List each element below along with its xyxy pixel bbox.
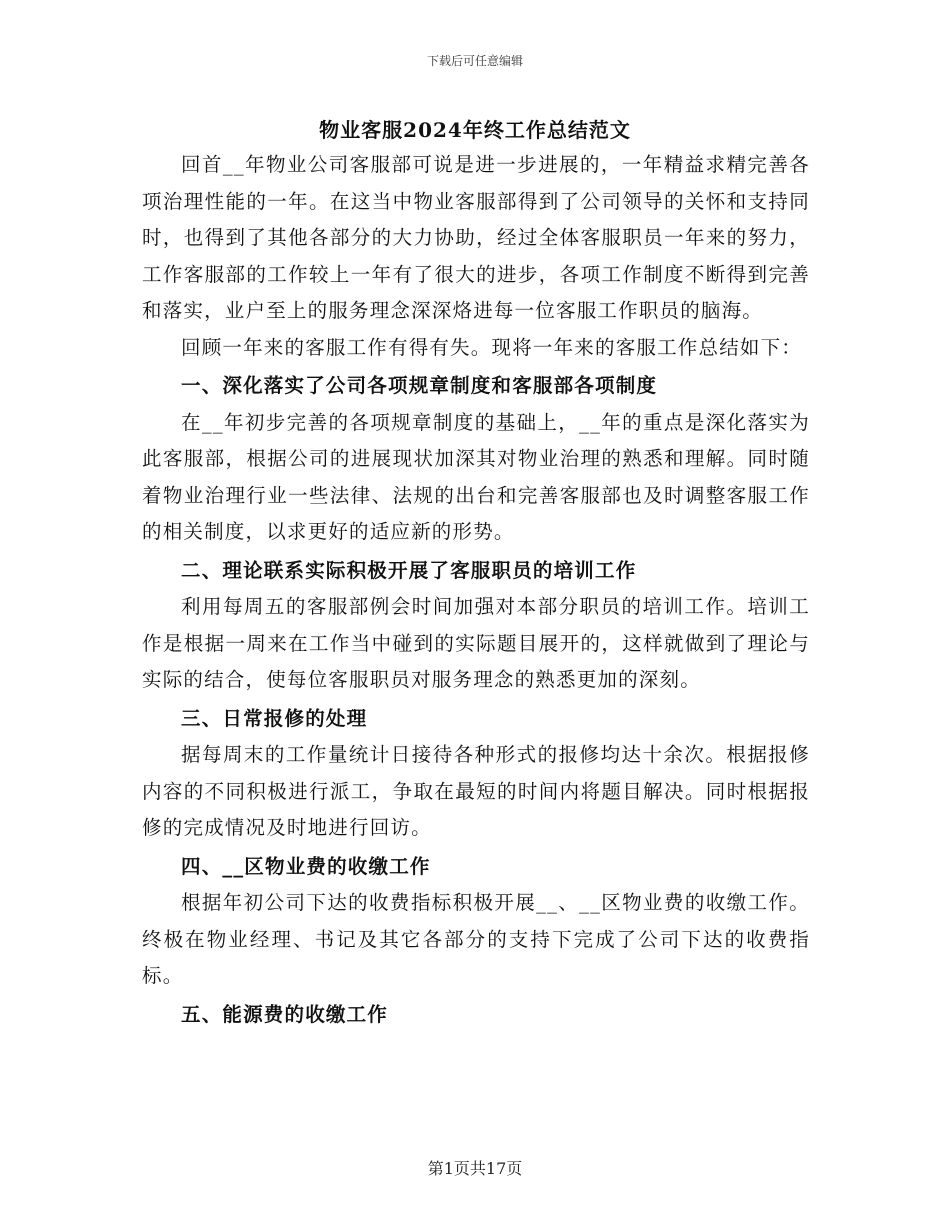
section-2-body: 利用每周五的客服部例会时间加强对本部分职员的培训工作。培训工作是根据一周来在工作当中碰到的实际题目展开的，这样就做到了理论与实际的结合，使每位客服职员对服务理念的熟悉更加的深刻。 bbox=[142, 595, 810, 691]
section-4-heading: 四、__区物业费的收缴工作 bbox=[181, 854, 431, 878]
section-2-heading: 二、理论联系实际积极开展了客服职员的培训工作 bbox=[181, 558, 637, 582]
section-1-heading: 一、深化落实了公司各项规章制度和客服部各项制度 bbox=[181, 374, 658, 397]
section-1-body: 在__年初步完善的各项规章制度的基础上，__年的重点是深化落实为此客服部，根据公司的进展现状加深其对物业治理的熟悉和理解。同时随着物业治理行业一些法律、法规的出台和完善客服部也及时调整客服工作的相关制度，以求更好的适应新的形势。 bbox=[142, 410, 810, 543]
section-5-heading: 五、能源费的收缴工作 bbox=[181, 1002, 389, 1026]
intro-paragraph-2: 回顾一年来的客服工作有得有失。现将一年来的客服工作总结如下： bbox=[181, 335, 803, 359]
document-body bbox=[142, 147, 810, 1033]
intro-paragraph-1: 回首__年物业公司客服部可说是进一步进展的，一年精益求精完善各项治理性能的一年。在这当中物业客服部得到了公司领导的关怀和支持同时，也得到了其他各部分的大力协助，经过全体客服职员一年来的努力，工作客服部的工作较上一年有了很大的进步，各项工作制度不断得到完善和落实，业户至上的服务理念深深烙进每一位客服工作职员的脑海。 bbox=[142, 153, 810, 322]
header-note: 下载后可任意编辑 bbox=[426, 54, 523, 68]
page-footer: 第1页共17页 bbox=[427, 1159, 523, 1178]
section-4-body: 根据年初公司下达的收费指标积极开展__、__区物业费的收缴工作。终极在物业经理、书记及其它各部分的支持下完成了公司下达的收费指标。 bbox=[142, 891, 810, 987]
section-3-heading: 三、日常报修的处理 bbox=[181, 706, 368, 730]
document-title: 物业客服2024年终工作总结范文 bbox=[319, 118, 631, 142]
section-3-body: 据每周末的工作量统计日接待各种形式的报修均达十余次。根据报修内容的不同积极进行派工，争取在最短的时间内将题目解决。同时根据报修的完成情况及时地进行回访。 bbox=[142, 743, 810, 839]
